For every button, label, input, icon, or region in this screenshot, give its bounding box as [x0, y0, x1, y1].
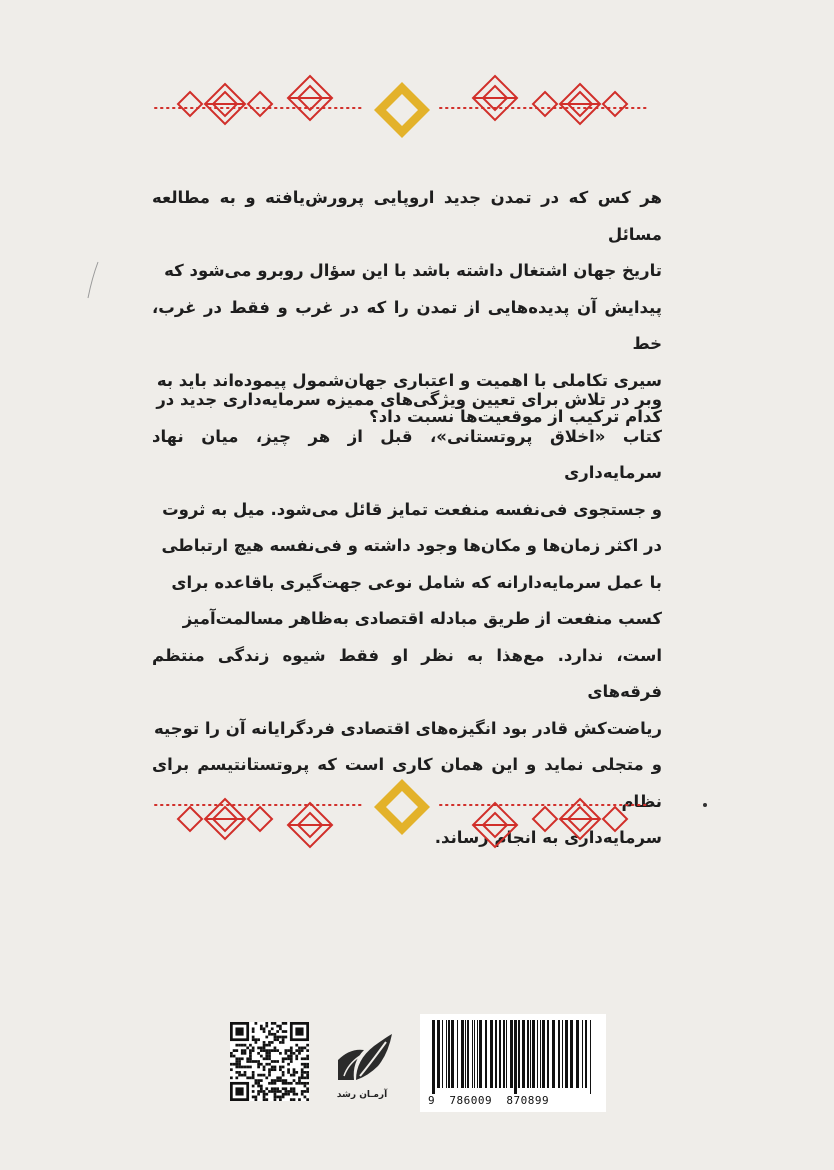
publisher-name: آرمـان رشد [336, 1090, 388, 1100]
text-line: پیدایش آن پدیده‌هایی از تمدن را که در غرب و فقط در غرب، خط [152, 297, 662, 353]
text-line: وبر در تلاش برای تعیین ویژگی‌های ممیزه سرمایه‌داری جدید در [156, 390, 662, 409]
isbn-barcode[interactable] [420, 1014, 606, 1112]
bottom-decorative-ornament [150, 775, 655, 855]
text-line: سیری تکاملی با اهمیت و اعتباری جهان‌شمول پیموده‌اند باید به [156, 370, 662, 390]
qr-code[interactable] [230, 1022, 309, 1101]
text-line: ریاضت‌کش قادر بود انگیزه‌های اقتصادی فردگرایانه آن را توجیه [153, 718, 662, 738]
barcode-bars [428, 1020, 598, 1094]
text-line: کسب منفعت از طریق مبادله اقتصادی به‌ظاهر مسالمت‌آمیز [182, 609, 662, 628]
text-line: تاریخ جهان اشتغال داشته باشد با این سؤال روبرو می‌شود که [164, 261, 662, 280]
top-decorative-ornament [150, 70, 655, 150]
text-line: کتاب «اخلاق پروتستانی»، قبل از هر چیز، میان نهاد سرمایه‌داری [152, 426, 662, 482]
text-line: هر کس که در تمدن جدید اروپایی پرورش‌یافته و به مطالعه مسائل [152, 188, 662, 244]
text-line: و متجلی نماید و این همان کاری است که پروتستانتیسم برای نظام [152, 755, 662, 811]
print-dot [703, 803, 707, 807]
text-line: است، ندارد. مع‌هذا به نظر او فقط شیوه زندگی منتظم فرقه‌های [152, 645, 662, 701]
text-line: کدام ترکیب از موقعیت‌ها نسبت داد؟ [369, 407, 662, 426]
paper-scratch [86, 260, 100, 300]
open-book-leaf-logo-icon [330, 1030, 394, 1088]
text-line: و جستجوی فی‌نفسه منفعت تمایز قائل می‌شود. میل به ثروت [162, 499, 662, 519]
text-line: در اکثر زمان‌ها و مکان‌ها وجود داشته و فی‌نفسه هیچ ارتباطی [161, 536, 662, 555]
isbn-number: 9 786009 870899 [428, 1094, 550, 1107]
text-line: سرمایه‌داری به انجام رساند. [434, 828, 662, 847]
text-line: با عمل سرمایه‌دارانه که شامل نوعی جهت‌گیری باقاعده برای [171, 572, 662, 592]
